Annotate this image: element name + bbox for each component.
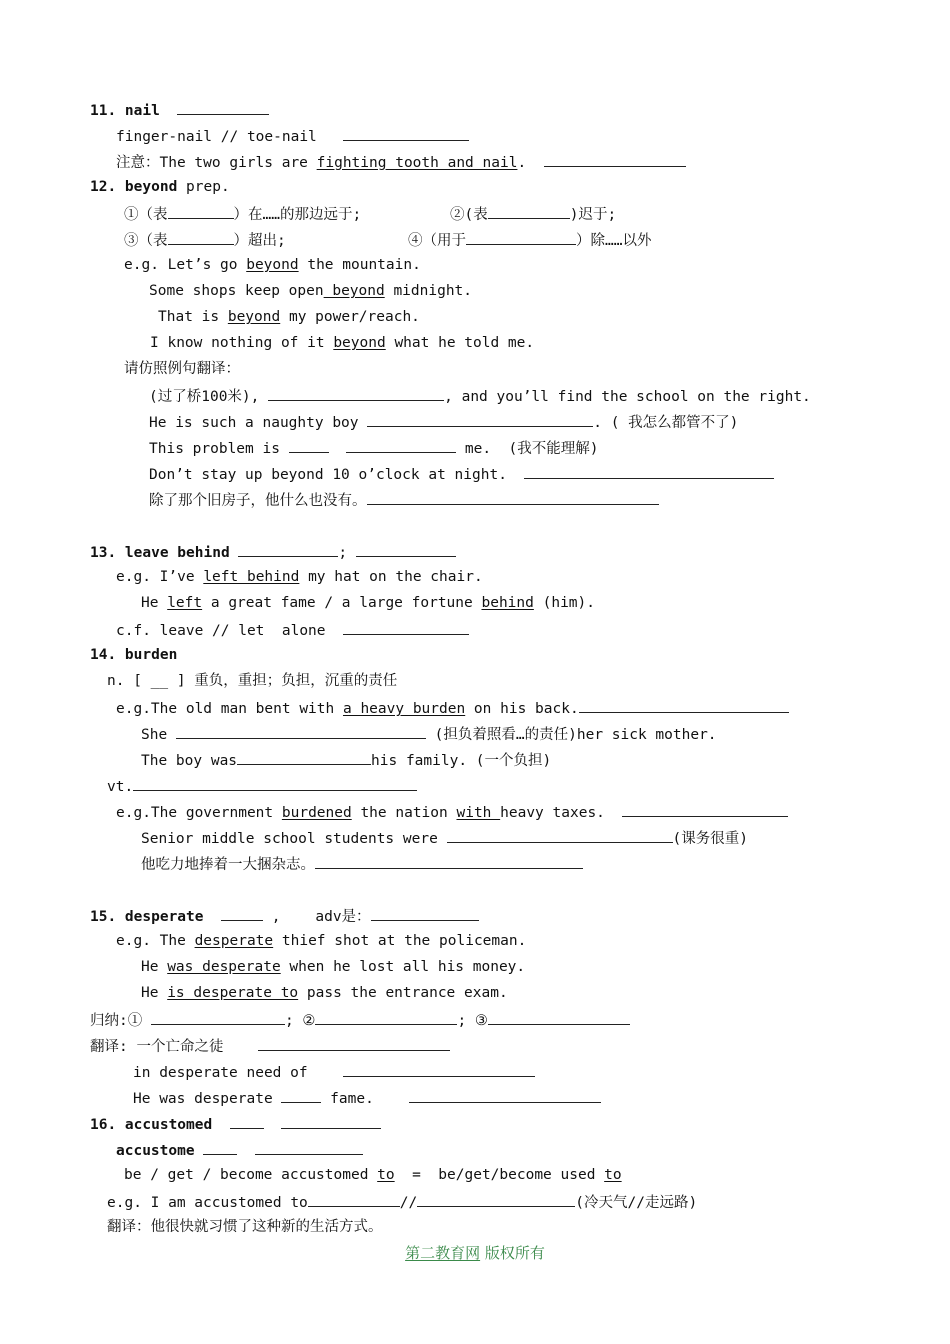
item-11-heading: 11. nail bbox=[90, 99, 269, 121]
item-14-example-5: Senior middle school students were (课务很重) bbox=[141, 827, 748, 849]
item-12-practice-title: 请仿照例句翻译： bbox=[124, 361, 240, 377]
item-12-practice-5: 除了那个旧房子，他什么也没有。 bbox=[149, 489, 659, 511]
item-11-line-1: finger-nail // toe-nail bbox=[116, 125, 469, 147]
item-16-example: e.g. I am accustomed to // (冷天气//走远路) bbox=[107, 1191, 697, 1213]
item-16-heading: 16. accustomed bbox=[90, 1113, 381, 1135]
item-13-compare: c.f. leave // let alone bbox=[116, 619, 469, 641]
item-14-example-4: e.g.The government burdened the nation with heavy taxes. bbox=[116, 801, 788, 823]
item-16-subheading: accustome bbox=[116, 1139, 363, 1161]
item-15-summary: 归纳:① ; ② ; ③ bbox=[90, 1009, 630, 1031]
item-14-noun: n. [ __ ] 重负，重担；负担，沉重的责任 bbox=[107, 673, 398, 689]
item-15-heading: 15. desperate , adv是： bbox=[90, 905, 479, 927]
item-15-translate-2: in desperate need of bbox=[133, 1061, 535, 1083]
item-12-example-3: That is beyond my power/reach. bbox=[158, 309, 420, 325]
item-14-heading: 14. burden bbox=[90, 647, 178, 663]
copyright-footer bbox=[0, 1242, 950, 1263]
item-13-heading: 13. leave behind ; bbox=[90, 541, 456, 563]
item-12-meaning-1: ①（表 ）在……的那边远于; bbox=[124, 203, 361, 225]
item-14-verb: vt. bbox=[107, 775, 417, 797]
item-15-example-2: He was desperate when he lost all his money. bbox=[141, 959, 526, 975]
item-12-practice-3: This problem is me. (我不能理解) bbox=[149, 437, 599, 459]
site-link[interactable]: 第二教育网 bbox=[405, 1244, 481, 1262]
item-12-example-2: Some shops keep open beyond midnight. bbox=[149, 283, 473, 299]
copyright-text: 版权所有 bbox=[480, 1244, 545, 1262]
item-13-example-1: e.g. I’ve left behind my hat on the chair. bbox=[116, 569, 483, 585]
item-12-heading: 12. beyond prep. bbox=[90, 179, 230, 195]
item-12-practice-2: He is such a naughty boy . ( 我怎么都管不了) bbox=[149, 411, 738, 433]
item-12-meaning-4: ④（用于 ）除……以外 bbox=[408, 229, 651, 251]
item-14-example-1: e.g.The old man bent with a heavy burden on his back. bbox=[116, 697, 789, 719]
item-15-example-3: He is desperate to pass the entrance exam. bbox=[141, 985, 508, 1001]
item-14-example-3: The boy was his family. (一个负担) bbox=[141, 749, 551, 771]
item-12-practice-4: Don’t stay up beyond 10 o’clock at night. bbox=[149, 463, 774, 485]
item-12-example-1: e.g. Let’s go beyond the mountain. bbox=[124, 257, 421, 273]
item-15-example-1: e.g. The desperate thief shot at the policeman. bbox=[116, 933, 527, 949]
item-12-meaning-2: ②(表 )迟于; bbox=[450, 203, 616, 225]
item-12-meaning-3: ③（表 ）超出; bbox=[124, 229, 286, 251]
item-12-practice-1: (过了桥100米), , and you’ll find the school on the right. bbox=[149, 385, 811, 407]
item-12-example-4: I know nothing of it beyond what he told me. bbox=[150, 335, 535, 351]
item-11-note: 注意：The two girls are fighting tooth and nail. bbox=[116, 151, 686, 173]
item-15-translate-3: He was desperate fame. bbox=[133, 1087, 601, 1109]
item-13-example-2: He left a great fame / a large fortune behind (him). bbox=[141, 595, 595, 611]
item-14-example-2: She (担负着照看…的责任)her sick mother. bbox=[141, 723, 717, 745]
item-14-example-6: 他吃力地捧着一大捆杂志。 bbox=[141, 853, 583, 875]
item-16-translate: 翻译：他很快就习惯了这种新的生活方式。 bbox=[107, 1219, 383, 1235]
item-15-translate-1: 翻译: 一个亡命之徒 bbox=[90, 1035, 450, 1057]
item-16-rule: be / get / become accustomed to = be/get/become used to bbox=[124, 1167, 622, 1183]
